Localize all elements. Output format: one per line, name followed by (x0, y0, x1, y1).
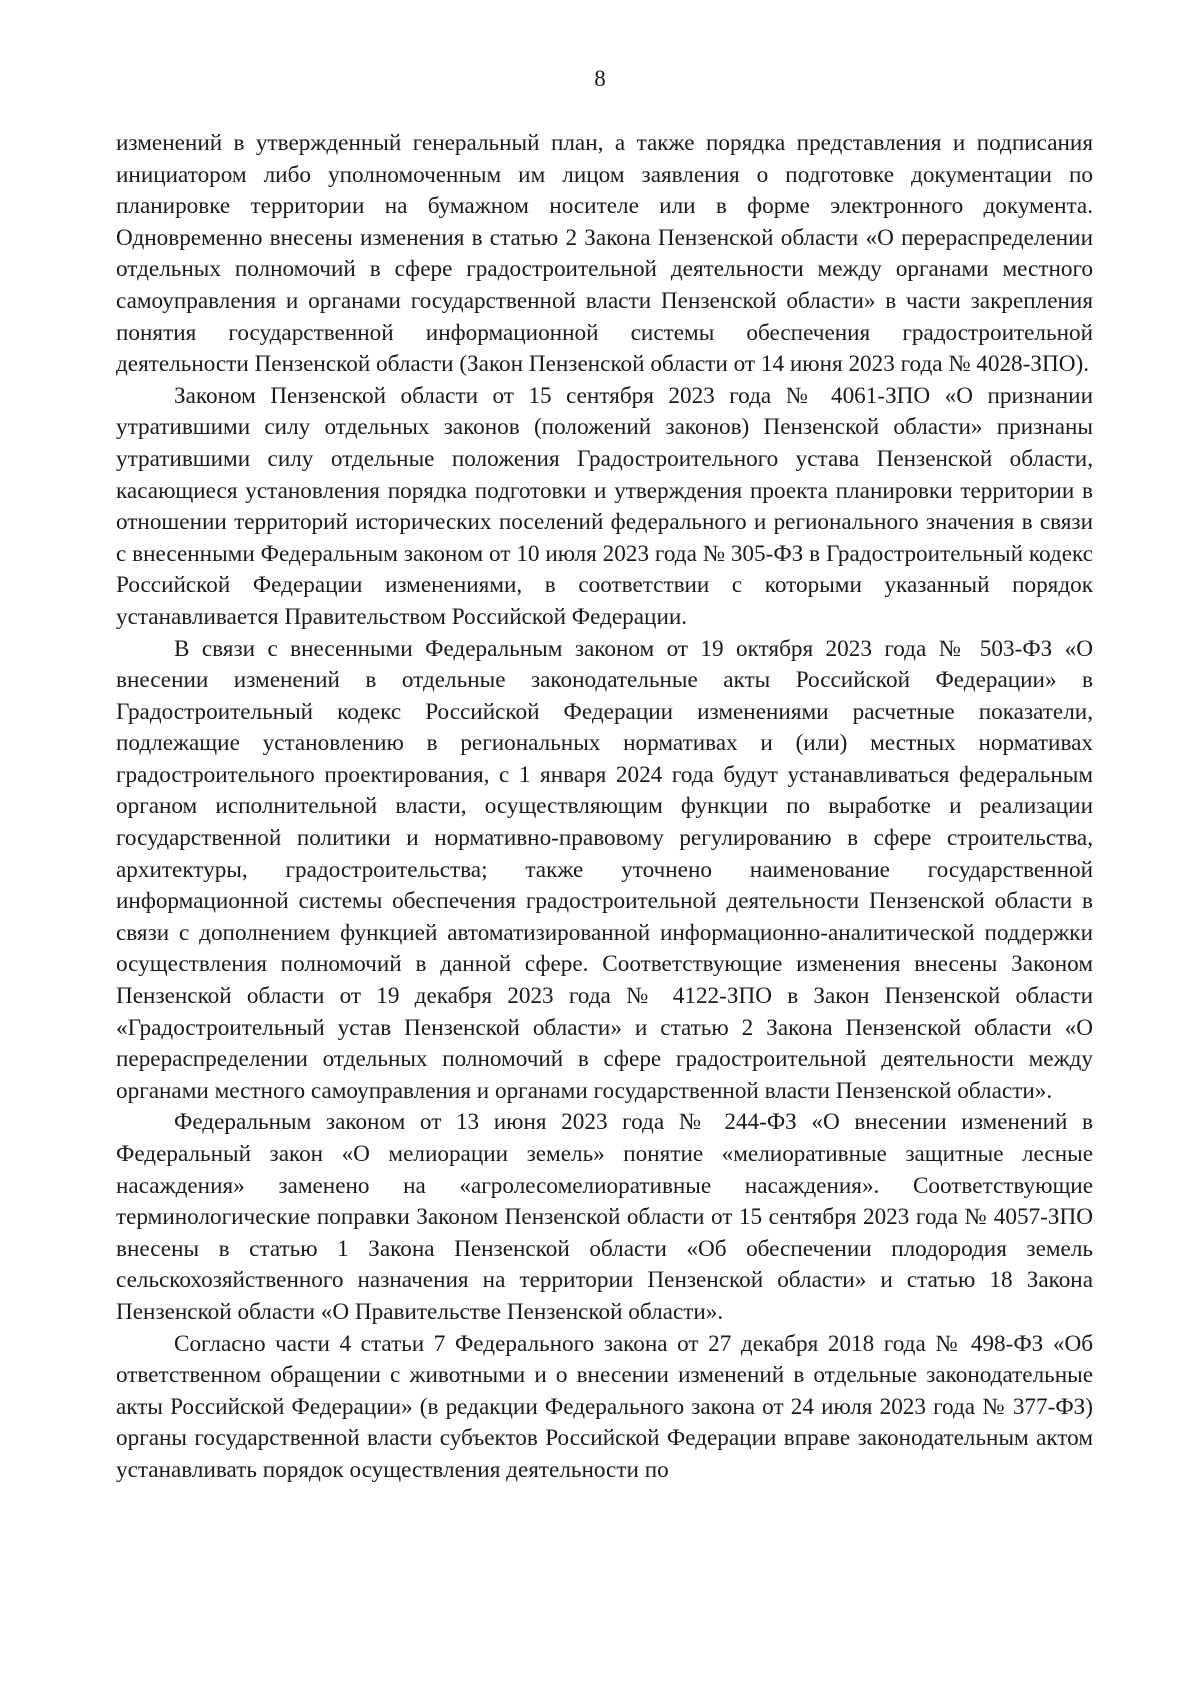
paragraph-law-4061: Законом Пензенской области от 15 сентября 2023 года № 4061-ЗПО «О признании утратившими силу отдельных законов (положений законов) Пензенской области» признаны утратившими силу отдельные положения Градостроительного устава Пензенской области, касающиеся установления порядка подготовки и утверждения проекта планировки территории в отношении территорий исторических поселений федерального и регионального значения в связи с внесенными Федеральным законом от 10 июля 2023 года № 305-ФЗ в Градостроительный кодекс Российской Федерации изменениями, в соответствии с которыми указанный порядок устанавливается Правительством Российской Федерации. (116, 382, 1093, 630)
paragraph-law-503: В связи с внесенными Федеральным законом от 19 октября 2023 года № 503-ФЗ «О внесении изменений в отдельные законодательные акты Российской Федерации» в Градостроительный кодекс Российской Федерации изменениями расчетные показатели, подлежащие установлению в региональных нормативах и (или) местных нормативах градостроительного проектирования, с 1 января 2024 года будут устанавливаться федеральным органом исполнительной власти, осуществляющим функции по выработке и реализации государственной политики и нормативно-правовому регулированию в сфере строительства, архитектуры, градостроительства; также уточнено наименование государственной информационной системы обеспечения градостроительной деятельности Пензенской области в связи с дополнением функцией автоматизированной информационно-аналитической поддержки осуществления полномочий в данной сфере. Соответствующие изменения внесены Законом Пензенской области от 19 декабря 2023 года № 4122-ЗПО в Закон Пензенской области «Градостроительный устав Пензенской области» и статью 2 Закона Пензенской области «О перераспределении отдельных полномочий в сфере градостроительной деятельности между органами местного самоуправления и органами государственной власти Пензенской области». (116, 635, 1093, 1104)
paragraph-continuation: изменений в утвержденный генеральный план, а также порядка представления и подписания инициатором либо уполномоченным им лицом заявления о подготовке документации по планировке территории на бумажном носителе или в форме электронного документа. Одновременно внесены изменения в статью 2 Закона Пензенской области «О перераспределении отдельных полномочий в сфере градостроительной деятельности между органами местного самоуправления и органами государственной власти Пензенской области» в части закрепления понятия государственной информационной системы обеспечения градостроительной деятельности Пензенской области (Закон Пензенской области от 14 июня 2023 года № 4028-ЗПО). (116, 130, 1093, 378)
page-number: 8 (594, 66, 606, 91)
paragraph-law-244: Федеральным законом от 13 июня 2023 года № 244-ФЗ «О внесении изменений в Федеральный закон «О мелиорации земель» понятие «мелиоративные защитные лесные насаждения» заменено на «агролесомелиоративные насаждения». Соответствующие терминологические поправки Законом Пензенской области от 15 сентября 2023 года № 4057-ЗПО внесены в статью 1 Закона Пензенской области «Об обеспечении плодородия земель сельскохозяйственного назначения на территории Пензенской области» и статью 18 Закона Пензенской области «О Правительстве Пензенской области». (116, 1109, 1093, 1325)
paragraph-law-498: Согласно части 4 статьи 7 Федерального закона от 27 декабря 2018 года № 498-ФЗ «Об ответственном обращении с животными и о внесении изменений в отдельные законодательные акты Российской Федерации» (в редакции Федерального закона от 24 июля 2023 года № 377-ФЗ) органы государственной власти субъектов Российской Федерации вправе законодательным актом устанавливать порядок осуществления деятельности по (116, 1330, 1093, 1483)
document-body (116, 128, 1093, 1487)
